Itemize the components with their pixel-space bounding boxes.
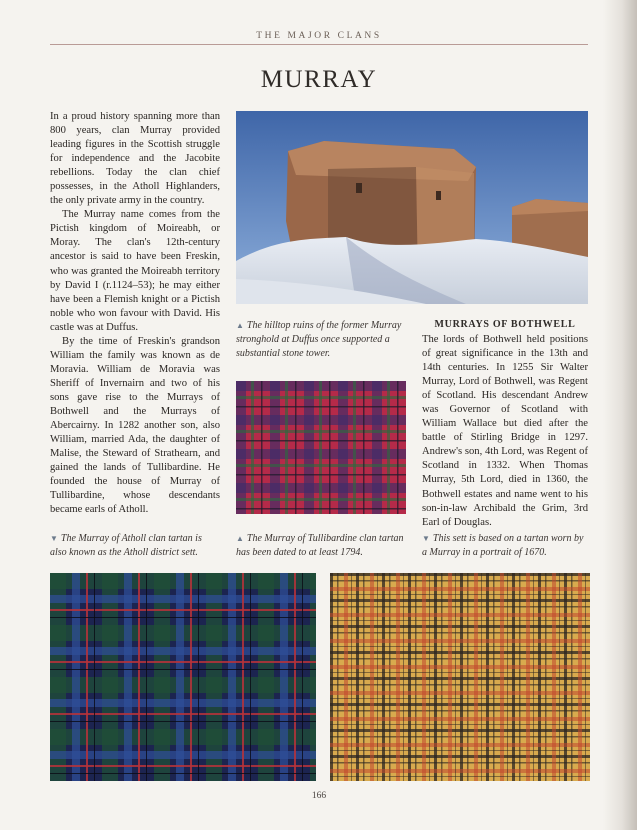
up-triangle-icon: ▲ bbox=[236, 321, 244, 330]
paragraph: By the time of Freskin's grandson William the family was known as de Moravia. William de Moravia was Sheriff of Invernairn and two of his sons gave rise to the Murrays of Bothwell and the Murrays of Abercairny. In 1282 another son, also William, married Ada, the daughter of Malise, the Steward of Strathearn, and gained the lands of Tullibardine. He founded the house of Murray of Tullibardine, whose descendants became earls of Atholl. bbox=[50, 335, 220, 516]
header-rule bbox=[50, 44, 588, 45]
running-header: THE MAJOR CLANS bbox=[256, 31, 382, 41]
paragraph: The lords of Bothwell held positions of great significance in the 13th and 14th centuries. In 1255 Sir Walter Murray, Lord of Bothwell, was Regent of Scotland. His descendant Andrew was Governor of Scotland with William Wallace but died after the battle of Stirling Bridge in 1297. Andrew's son, 4th Lord, was Regent of Scotland in 1332. When Thomas Murray, 5th Lord, died in 1360, the Bothwell estates and name went to his son-in-law Archibald the Grim, 3rd Earl of Douglas. bbox=[422, 334, 588, 528]
bothwell-text bbox=[422, 333, 588, 530]
down-triangle-icon: ▼ bbox=[422, 534, 430, 543]
atholl-caption: ▼ The Murray of Atholl clan tartan is also known as the Atholl district sett. bbox=[50, 533, 202, 558]
left-column-text bbox=[50, 110, 220, 517]
page-title: MURRAY bbox=[260, 66, 378, 93]
paragraph: In a proud history spanning more than 800 years, clan Murray provided leading figures in the Scottish struggle for independence and the Jacobite rebellions. Today the clan chief possesses, in the Atholl Highlanders, the only private army in the country. bbox=[50, 111, 220, 207]
down-triangle-icon: ▼ bbox=[50, 534, 58, 543]
paragraph: The Murray name comes from the Pictish kingdom of Moireabh, or Moray. The clan's 12th-century ancestor is said to have been Freskin, who was granted the Moireabh territory by David I (r.1124–53); he may either have been a Flemish knight or a Pictish noble who won favour with David. His castle was at Duffus. bbox=[50, 209, 220, 333]
portrait-caption: ▼ This sett is based on a tartan worn by a Murray in a portrait of 1670. bbox=[422, 533, 584, 558]
page-number: 166 bbox=[311, 791, 327, 801]
photo-caption: ▲ The hilltop ruins of the former Murray stronghold at Duffus once supported a substantial stone tower. bbox=[236, 320, 402, 359]
portrait-tartan-swatch bbox=[330, 573, 590, 781]
up-triangle-icon: ▲ bbox=[236, 534, 244, 543]
tullibardine-caption: ▲ The Murray of Tullibardine clan tartan has been dated to at least 1794. bbox=[236, 533, 404, 558]
tullibardine-tartan-swatch bbox=[236, 381, 406, 514]
bothwell-heading: MURRAYS OF BOTHWELL bbox=[434, 319, 576, 330]
book-gutter bbox=[603, 0, 637, 830]
castle-photo bbox=[236, 111, 588, 304]
atholl-tartan-swatch bbox=[50, 573, 316, 781]
